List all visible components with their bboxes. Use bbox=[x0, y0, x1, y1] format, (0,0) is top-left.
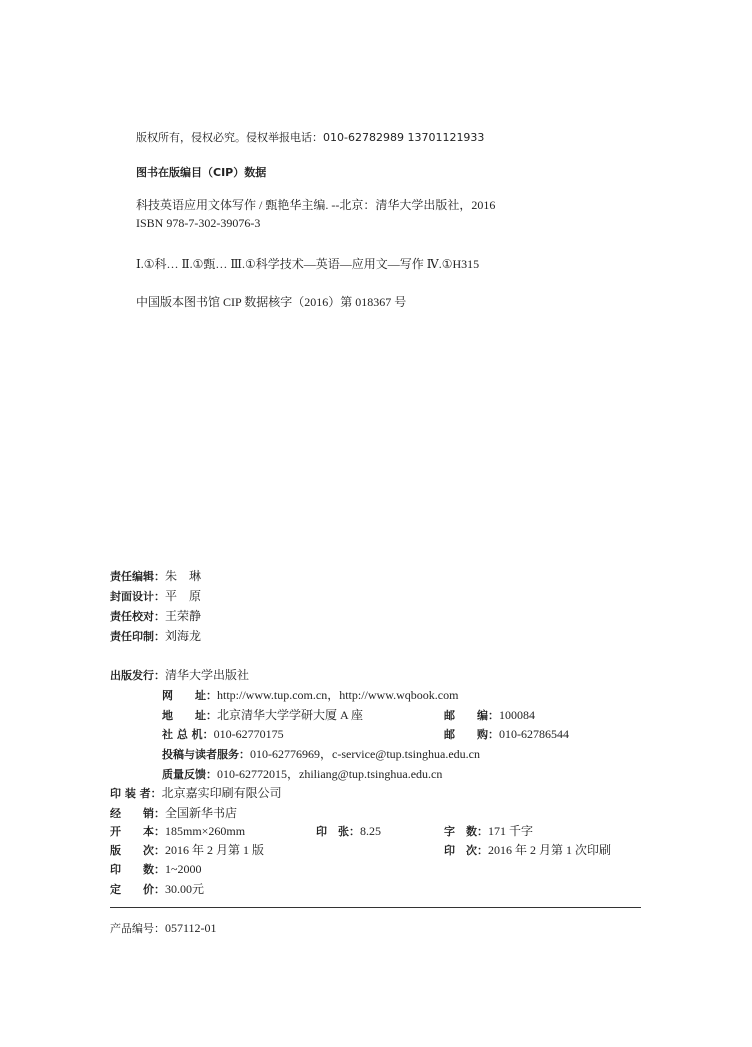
impression-value: 2016 年 2 月第 1 次印刷 bbox=[488, 843, 612, 857]
publisher-website-row bbox=[162, 684, 458, 703]
sheets-value: 8.25 bbox=[360, 824, 381, 838]
cip-heading: 图书在版编目（CIP）数据 bbox=[136, 166, 267, 179]
staff-value: 王荣静 bbox=[165, 609, 202, 623]
staff-cover-design bbox=[110, 585, 201, 604]
staff-label: 责任印制： bbox=[110, 630, 165, 643]
service-label: 投稿与读者服务： bbox=[162, 748, 250, 761]
staff-label: 责任校对： bbox=[110, 610, 165, 623]
publisher-zip-row bbox=[444, 704, 535, 723]
zip-value: 100084 bbox=[499, 708, 535, 722]
cip-record-number: 中国版本图书馆 CIP 数据核字（2016）第 018367 号 bbox=[136, 295, 407, 309]
staff-proofreader bbox=[110, 605, 201, 624]
product-code-value: 057112-01 bbox=[165, 921, 217, 935]
staff-value: 朱 琳 bbox=[165, 569, 202, 583]
cip-title-line: 科技英语应用文体写作 / 甄艳华主编. --北京：清华大学出版社，2016 bbox=[136, 198, 496, 212]
printer-value: 北京嘉实印刷有限公司 bbox=[161, 786, 282, 800]
zip-label: 邮 编： bbox=[444, 709, 499, 722]
address-value: 北京清华大学学研大厦 A 座 bbox=[217, 708, 364, 722]
publisher-switchboard-row bbox=[162, 723, 284, 742]
service-value: 010-62776969，c-service@tup.tsinghua.edu.cn bbox=[250, 747, 480, 761]
website-value: http://www.tup.com.cn，http://www.wqbook.com bbox=[217, 688, 459, 702]
distributor-row bbox=[110, 802, 237, 821]
format-value: 185mm×260mm bbox=[165, 824, 246, 838]
quality-label: 质量反馈： bbox=[162, 768, 217, 781]
cip-classification: Ⅰ.①科… Ⅱ.①甄… Ⅲ.①科学技术—英语—应用文—写作 Ⅳ.①H315 bbox=[136, 257, 480, 271]
impression-label: 印 次： bbox=[444, 844, 488, 857]
edition-value: 2016 年 2 月第 1 版 bbox=[165, 843, 265, 857]
distributor-value: 全国新华书店 bbox=[165, 806, 238, 820]
printer-label: 印 装 者： bbox=[110, 787, 162, 800]
publisher-row bbox=[110, 664, 249, 683]
format-row bbox=[110, 820, 245, 839]
product-code-row bbox=[110, 917, 217, 936]
price-value: 30.00元 bbox=[165, 882, 205, 896]
staff-printing bbox=[110, 625, 201, 644]
quality-value: 010-62772015，zhiliang@tup.tsinghua.edu.cn bbox=[217, 767, 443, 781]
staff-label: 封面设计： bbox=[110, 590, 165, 603]
divider-line bbox=[110, 907, 641, 908]
impression-row bbox=[444, 839, 611, 858]
copyright-notice: 版权所有，侵权必究。侵权举报电话：010-62782989 13701121933 bbox=[136, 131, 485, 144]
product-code-label: 产品编号： bbox=[110, 922, 165, 935]
price-row bbox=[110, 878, 204, 897]
publisher-label: 出版发行： bbox=[110, 669, 165, 682]
sheets-row bbox=[316, 820, 381, 839]
website-label: 网 址： bbox=[162, 689, 217, 702]
edition-label: 版 次： bbox=[110, 844, 165, 857]
edition-row bbox=[110, 839, 264, 858]
mail-order-label: 邮 购： bbox=[444, 728, 499, 741]
print-run-value: 1~2000 bbox=[165, 862, 202, 876]
staff-value: 刘海龙 bbox=[165, 629, 202, 643]
publisher-mail-order-row bbox=[444, 723, 569, 742]
printer-row bbox=[110, 782, 282, 801]
publisher-name: 清华大学出版社 bbox=[165, 668, 250, 682]
word-count-value: 171 千字 bbox=[488, 824, 534, 838]
print-run-row bbox=[110, 858, 202, 877]
staff-editor bbox=[110, 565, 201, 584]
staff-value: 平 原 bbox=[165, 589, 202, 603]
publisher-service-row bbox=[162, 743, 480, 762]
distributor-label: 经 销： bbox=[110, 807, 165, 820]
word-count-row bbox=[444, 820, 533, 839]
cip-isbn: ISBN 978-7-302-39076-3 bbox=[136, 216, 261, 230]
address-label: 地 址： bbox=[162, 709, 217, 722]
staff-label: 责任编辑： bbox=[110, 570, 165, 583]
format-label: 开 本： bbox=[110, 825, 165, 838]
sheets-label: 印 张： bbox=[316, 825, 360, 838]
price-label: 定 价： bbox=[110, 883, 165, 896]
switchboard-value: 010-62770175 bbox=[213, 727, 284, 741]
print-run-label: 印 数： bbox=[110, 863, 165, 876]
mail-order-value: 010-62786544 bbox=[499, 727, 569, 741]
word-count-label: 字 数： bbox=[444, 825, 488, 838]
switchboard-label: 社 总 机： bbox=[162, 728, 214, 741]
publisher-quality-row bbox=[162, 763, 442, 782]
publisher-address-row bbox=[162, 704, 363, 723]
